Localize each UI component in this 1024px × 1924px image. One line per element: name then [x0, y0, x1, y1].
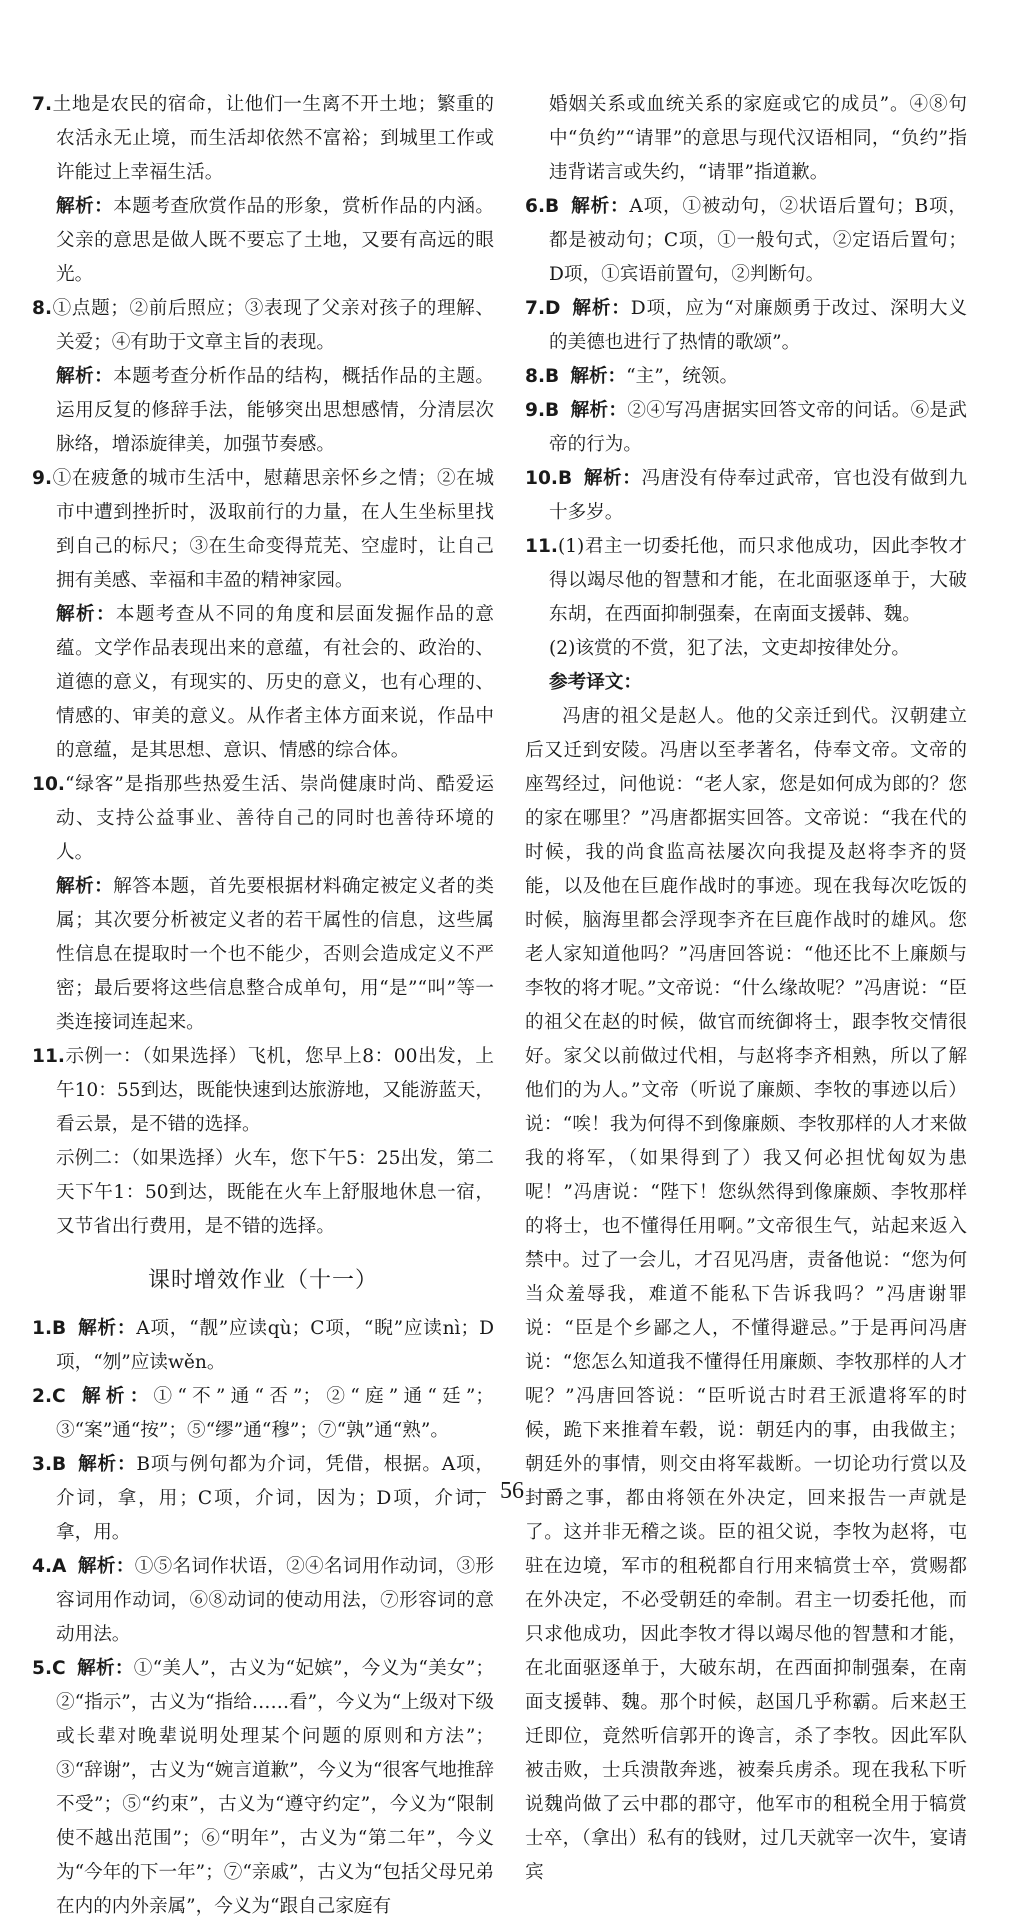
- answer-s3: 3.B 解析：B项与例句都为介词，凭借，根据。A项，介词，拿，用；C项，介词，因为；D项，介词，拿，用。: [32, 1454, 494, 1543]
- answer-10: 10.“绿客”是指那些热爱生活、崇尚健康时尚、酷爱运动、支持公益事业、善待自己的同时也善待环境的人。: [32, 774, 494, 863]
- answer-s2: 2.C 解析：①“不”通“否”；②“庭”通“廷”；③“案”通“按”；⑤“缪”通“穆”；⑦“孰”通“熟”。: [32, 1386, 494, 1441]
- analysis-9: 解析：本题考查从不同的角度和层面发掘作品的意蕴。文学作品表现出来的意蕴，有社会的、政治的、道德的意义，有现实的、历史的意义，也有心理的、情感的、审美的意义。从作者主体方面来说，作品中的意蕴，是其思想、意识、情感的综合体。: [56, 604, 494, 761]
- answer-11-example-2: 示例二：（如果选择）火车，您下午5：25出发，第二天下午1：50到达，既能在火车上舒服地休息一宿，又节省出行费用，是不错的选择。: [56, 1148, 494, 1237]
- right-column: [525, 88, 967, 1890]
- answer-s8: 8.B 解析：“主”，统领。: [525, 366, 739, 387]
- answer-8: 8.①点题；②前后照应；③表现了父亲对孩子的理解、关爱；④有助于文章主旨的表现。: [32, 298, 494, 353]
- answer-s11-part2: (2)该赏的不赏，犯了法，文吏却按律处分。: [549, 638, 911, 659]
- answer-9: 9.①在疲惫的城市生活中，慰藉思亲怀乡之情；②在城市中遭到挫折时，汲取前行的力量，在人生坐标里找到自己的标尺；③在生命变得荒芜、空虚时，让自己拥有美感、幸福和丰盈的精神家园。: [32, 468, 494, 591]
- analysis-7: 解析：本题考查欣赏作品的形象，赏析作品的内涵。父亲的意思是做人既不要忘了土地，又要有高远的眼光。: [56, 196, 494, 285]
- page-number: 56: [0, 1478, 1024, 1505]
- answer-s5-continued: 婚姻关系或血统关系的家庭或它的成员”。④⑧句中“负约”“请罪”的意思与现代汉语相同，“负约”指违背诺言或失约，“请罪”指道歉。: [549, 94, 967, 183]
- dash-right: [538, 1492, 560, 1493]
- left-column: [32, 88, 494, 1924]
- answer-s6: 6.B 解析：A项，①被动句，②状语后置句；B项，都是被动句；C项，①一般句式，②定语后置句；D项，①宾语前置句，②判断句。: [525, 196, 967, 285]
- answer-s7: 7.D 解析：D项，应为“对廉颇勇于改过、深明大义的美德也进行了热情的歌颂”。: [525, 298, 967, 353]
- answer-s4: 4.A 解析：①⑤名词作状语，②④名词用作动词，③形容词用作动词，⑥⑧动词的使动用法，⑦形容词的意动用法。: [32, 1556, 494, 1645]
- reference-translation-label: 参考译文：: [549, 672, 642, 693]
- analysis-10: 解析：解答本题，首先要根据材料确定被定义者的类属；其次要分析被定义者的若干属性的信息，这些属性信息在提取时一个也不能少，否则会造成定义不严密；最后要将这些信息整合成单句，用“是”“叫”等一类连接词连起来。: [56, 876, 494, 1033]
- answer-s11: 11.(1)君主一切委托他，而只求他成功，因此李牧才得以竭尽他的智慧和才能，在北面驱逐单于，大破东胡，在西面抑制强秦，在南面支援韩、魏。: [525, 536, 967, 625]
- answer-11: 11.示例一：（如果选择）飞机，您早上8：00出发，上午10：55到达，既能快速到达旅游地，又能游蓝天，看云景，是不错的选择。: [32, 1046, 494, 1135]
- answer-s9: 9.B 解析：②④写冯唐据实回答文帝的问话。⑥是武帝的行为。: [525, 400, 967, 455]
- answer-s1: 1.B 解析：A项，“靓”应读qù；C项，“睨”应读nì；D项，“刎”应读wěn。: [32, 1318, 494, 1373]
- answer-s5: 5.C 解析：①“美人”，古义为“妃嫔”，今义为“美女”；②“指示”，古义为“指给……看”，今义为“上级对下级或长辈对晚辈说明处理某个问题的原则和方法”；③“辞谢”，古义为“婉言道歉”，今义为“很客气地推辞不受”；⑤“约束”，古义为“遵守约定”，今义为“限制使不越出范围”；⑥“明年”，古义为“第二年”，今义为“今年的下一年”；⑦“亲戚”，古义为“包括父母兄弟在内的内外亲属”，今义为“跟自己家庭有: [32, 1658, 494, 1917]
- analysis-8: 解析：本题考查分析作品的结构，概括作品的主题。运用反复的修辞手法，能够突出思想感情，分清层次脉络，增添旋律美，加强节奏感。: [56, 366, 494, 455]
- dash-left: [464, 1492, 486, 1493]
- answer-s10: 10.B 解析：冯唐没有侍奉过武帝，官也没有做到九十多岁。: [525, 468, 967, 523]
- reference-translation: 冯唐的祖父是赵人。他的父亲迁到代。汉朝建立后又迁到安陵。冯唐以至孝著名，侍奉文帝。文帝的座驾经过，问他说：“老人家，您是如何成为郎的？您的家在哪里？”冯唐都据实回答。文帝说：“我在代的时候，我的尚食监高祛屡次向我提及赵将李齐的贤能，以及他在巨鹿作战时的事迹。现在我每次吃饭的时候，脑海里都会浮现李齐在巨鹿作战时的雄风。您老人家知道他吗？”冯唐回答说：“他还比不上廉颇与李牧的将才呢。”文帝说：“什么缘故呢？”冯唐说：“臣的祖父在赵的时候，做官而统御将士，跟李牧交情很好。家父以前做过代相，与赵将李齐相熟，所以了解他们的为人。”文帝（听说了廉颇、李牧的事迹以后）说：“唉！我为何得不到像廉颇、李牧那样的人才来做我的将军，（如果得到了）我又何必担忧匈奴为患呢！”冯唐说：“陛下！您纵然得到像廉颇、李牧那样的将士，也不懂得任用啊。”文帝很生气，站起来返入禁中。过了一会儿，才召见冯唐，责备他说：“您为何当众羞辱我，难道不能私下告诉我吗？”冯唐谢罪说：“臣是个乡鄙之人，不懂得避忌。”于是再问冯唐说：“您怎么知道我不懂得任用廉颇、李牧那样的人才呢？”冯唐回答说：“臣听说古时君王派遣将军的时候，跪下来推着车毂，说：朝廷内的事，由我做主；朝廷外的事情，则交由将军裁断。一切论功行赏以及封爵之事，都由将领在外决定，回来报告一声就是了。这并非无稽之谈。臣的祖父说，李牧为赵将，屯驻在边境，军市的租税都自行用来犒赏士卒，赏赐都在外决定，不必受朝廷的牵制。君主一切委托他，而只求他成功，因此李牧才得以竭尽他的智慧和才能，在北面驱逐单于，大破东胡，在西面抑制强秦，在南面支援韩、魏。那个时候，赵国几乎称霸。后来赵王迁即位，竟然听信郭开的谗言，杀了李牧。因此军队被击败，士兵溃散奔逃，被秦兵虏杀。现在我私下听说魏尚做了云中郡的郡守，他军市的租税全用于犒赏士卒，（拿出）私有的钱财，过几天就宰一次牛，宴请宾: [525, 706, 967, 1883]
- answer-7: 7.土地是农民的宿命，让他们一生离不开土地；繁重的农活永无止境，而生活却依然不富裕；到城里工作或许能过上幸福生活。: [32, 94, 494, 183]
- section-heading: 课时增效作业（十一）: [147, 1268, 378, 1293]
